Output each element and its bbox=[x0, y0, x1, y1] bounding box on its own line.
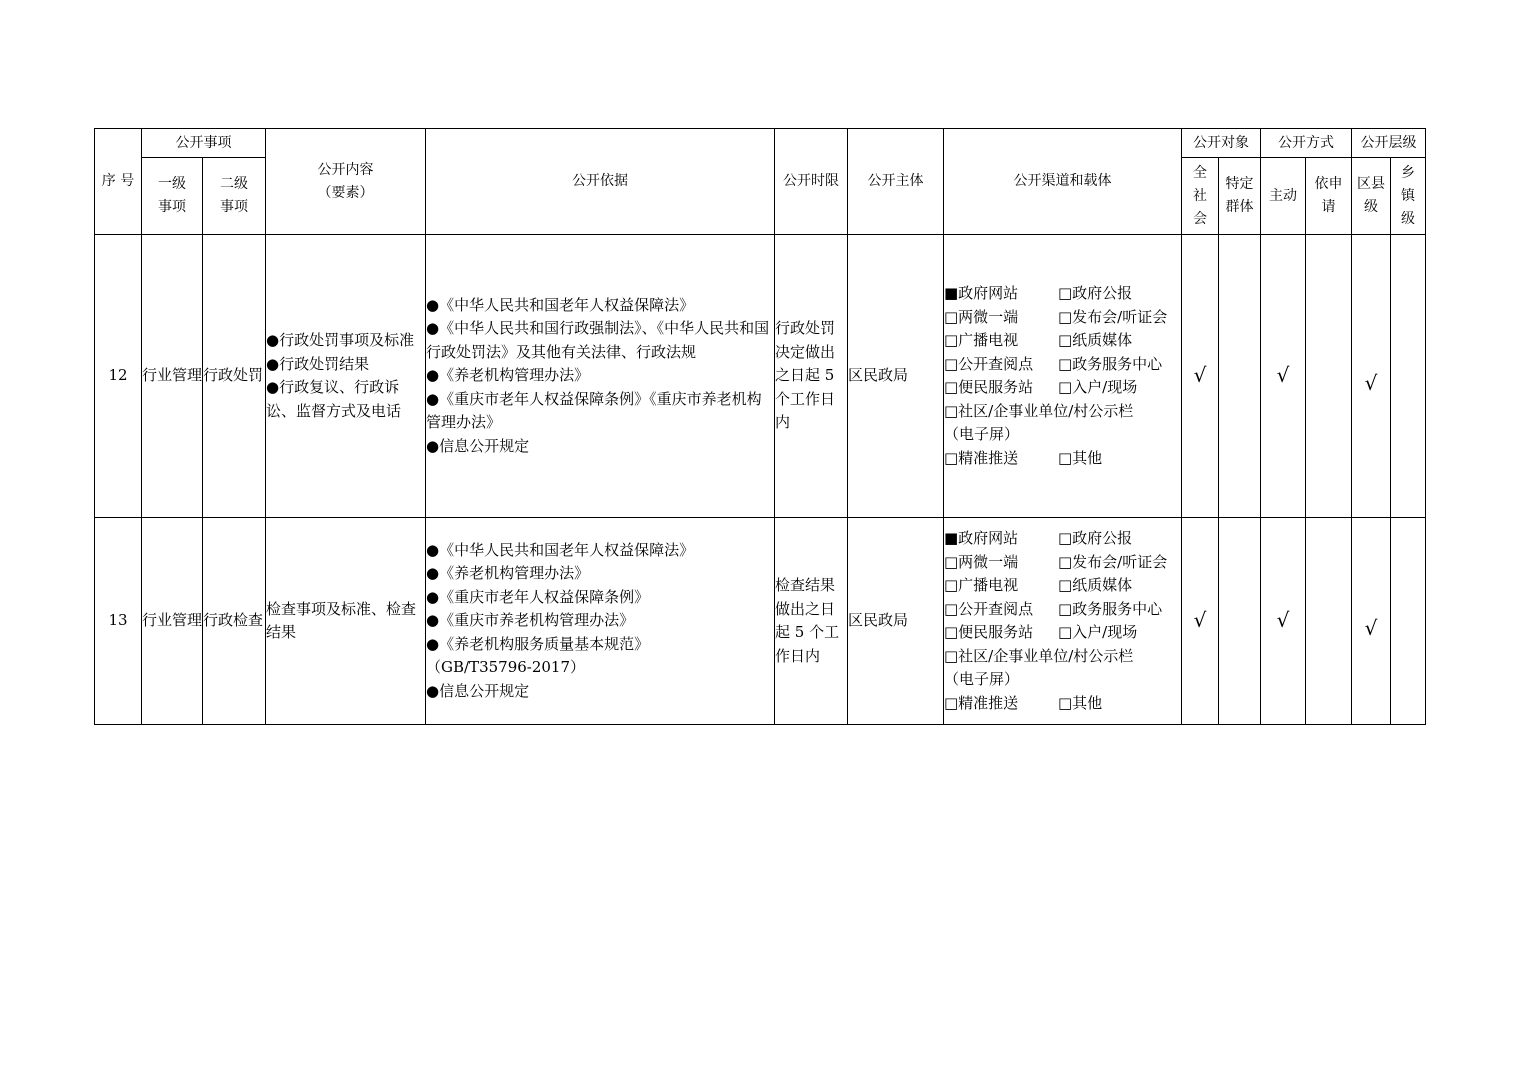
row-time-limit: 检查结果做出之日起 5 个工作日内 bbox=[775, 518, 848, 725]
row-seq: 13 bbox=[95, 518, 142, 725]
check-target-all: √ bbox=[1182, 235, 1219, 518]
header-mode-active: 主动 bbox=[1261, 158, 1306, 235]
check-target-specific bbox=[1219, 235, 1261, 518]
table-row bbox=[95, 518, 1426, 725]
table-row bbox=[95, 235, 1426, 518]
header-time-limit: 公开时限 bbox=[775, 129, 848, 235]
row-subject: 区民政局 bbox=[848, 518, 944, 725]
header-seq: 序 号 bbox=[95, 129, 142, 235]
header-content: 公开内容（要素） bbox=[266, 129, 426, 235]
header-basis: 公开依据 bbox=[426, 129, 775, 235]
header-target-specific: 特定群体 bbox=[1219, 158, 1261, 235]
disclosure-table bbox=[94, 128, 1426, 725]
header-mode: 公开方式 bbox=[1261, 129, 1352, 158]
header-layer-county: 区县级 bbox=[1352, 158, 1391, 235]
header-target-all: 全社会 bbox=[1182, 158, 1219, 235]
check-layer-town bbox=[1391, 518, 1426, 725]
row-content: 检查事项及标准、检查结果 bbox=[266, 518, 426, 725]
header-target: 公开对象 bbox=[1182, 129, 1261, 158]
check-mode-apply bbox=[1306, 235, 1352, 518]
header-mode-apply: 依申请 bbox=[1306, 158, 1352, 235]
check-target-specific bbox=[1219, 518, 1261, 725]
row-level2: 行政检查 bbox=[203, 518, 266, 725]
header-matter: 公开事项 bbox=[142, 129, 266, 158]
row-basis: ●《中华人民共和国老年人权益保障法》 ●《养老机构管理办法》 ●《重庆市老年人权益保障条例》 ●《重庆市养老机构管理办法》 ●《养老机构服务质量基本规范》 （GB/T35796-2017） ●信息公开规定 bbox=[426, 518, 775, 725]
check-target-all: √ bbox=[1182, 518, 1219, 725]
header-subject: 公开主体 bbox=[848, 129, 944, 235]
row-channels: ■政府网站 □政府公报 □两微一端 □发布会/听证会 □广播电视 □纸质媒体 □公开查阅点 □政务服务中心 □便民服务站 □入户/现场 □社区/企事业单位/村公示栏 （电子屏） □精准推送 □其他 bbox=[944, 235, 1182, 518]
row-level1: 行业管理 bbox=[142, 518, 203, 725]
header-channel: 公开渠道和载体 bbox=[944, 129, 1182, 235]
row-subject: 区民政局 bbox=[848, 235, 944, 518]
row-level1: 行业管理 bbox=[142, 235, 203, 518]
row-basis: ●《中华人民共和国老年人权益保障法》 ●《中华人民共和国行政强制法》、《中华人民共和国行政处罚法》及其他有关法律、行政法规 ●《养老机构管理办法》 ●《重庆市老年人权益保障条例》《重庆市养老机构管理办法》 ●信息公开规定 bbox=[426, 235, 775, 518]
check-layer-town bbox=[1391, 235, 1426, 518]
row-channels: ■政府网站 □政府公报 □两微一端 □发布会/听证会 □广播电视 □纸质媒体 □公开查阅点 □政务服务中心 □便民服务站 □入户/现场 □社区/企事业单位/村公示栏 （电子屏） □精准推送 □其他 bbox=[944, 518, 1182, 725]
row-content: ●行政处罚事项及标准 ●行政处罚结果 ●行政复议、行政诉讼、监督方式及电话 bbox=[266, 235, 426, 518]
header-layer-town: 乡镇级 bbox=[1391, 158, 1426, 235]
check-mode-active: √ bbox=[1261, 235, 1306, 518]
check-layer-county: √ bbox=[1352, 235, 1391, 518]
header-level1: 一级事项 bbox=[142, 158, 203, 235]
header-layer: 公开层级 bbox=[1352, 129, 1426, 158]
check-layer-county: √ bbox=[1352, 518, 1391, 725]
header-level2: 二级事项 bbox=[203, 158, 266, 235]
row-seq: 12 bbox=[95, 235, 142, 518]
row-time-limit: 行政处罚决定做出之日起 5 个工作日内 bbox=[775, 235, 848, 518]
check-mode-apply bbox=[1306, 518, 1352, 725]
check-mode-active: √ bbox=[1261, 518, 1306, 725]
row-level2: 行政处罚 bbox=[203, 235, 266, 518]
